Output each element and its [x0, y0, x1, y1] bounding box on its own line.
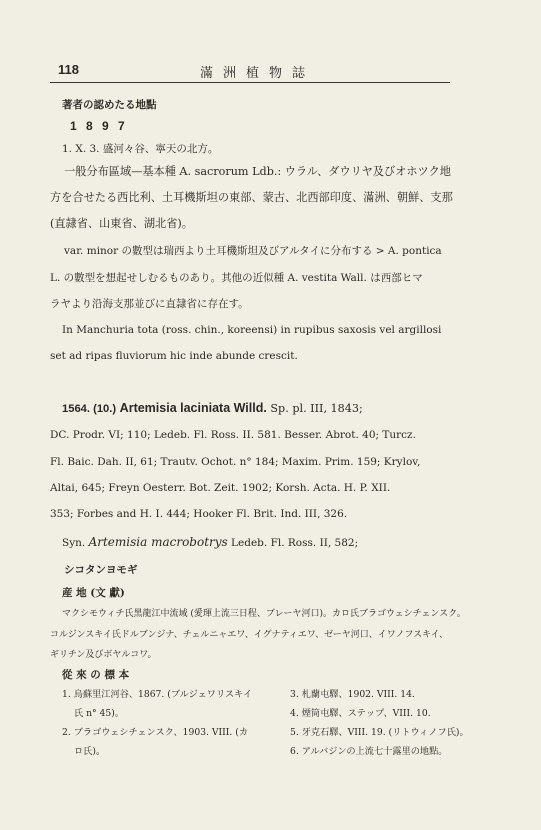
specimen-number: 6.	[290, 746, 299, 757]
species-line-5: 353; Forbes and H. I. 444; Hooker Fl. Brit. Ind. III, 326.	[50, 508, 348, 520]
distribution-line-1: 一般分布區域—基本種 A. sacrorum Ldb.: ウラル、ダウリヤ及びオホツク地	[64, 165, 451, 178]
specimen-text: アルバジンの上流七十露里の地點。	[301, 746, 448, 757]
species-citation: Sp. pl. III, 1843;	[270, 402, 363, 415]
locality-line-2: コルジンスキイ氏ドルブンジナ、チェルニャエワ、イグナティエワ、ゼーヤ河口、イワノフスキイ、	[50, 630, 448, 640]
species-line-4: Altai, 645; Freyn Oesterr. Bot. Zeit. 1902; Korsh. Acta. H. P. XII.	[50, 482, 391, 494]
specimen-text: 札蘭屯驛、1902. VIII. 14.	[301, 689, 415, 700]
specimen-left-1	[62, 686, 252, 700]
specimen-right-5	[290, 724, 469, 738]
locality-line-3: ギリチン及びボヤルコワ。	[50, 650, 157, 660]
record-entry: 1. X. 3. 盛河々谷、寧天の北方。	[62, 143, 219, 155]
specimen-left-2-cont	[74, 743, 105, 757]
synonym-citation: Ledeb. Fl. Ross. II, 582;	[231, 537, 359, 549]
specimen-text: 牙克石驛、VIII. 19. (リトウィノフ氏)。	[301, 727, 469, 738]
latin-line-1: In Manchuria tota (ross. chin., koreensi) in rupibus saxosis vel argillosi	[62, 324, 442, 336]
specimen-right-6	[290, 743, 447, 757]
specimen-text: 氏 n° 45)。	[74, 708, 125, 719]
section-heading: 著者の認めたる地點	[62, 99, 157, 111]
locality-line-1: マクシモウィチ氏黑龍江中流域 (愛琿上流三日程、ブレーヤ河口)。カロ氏ブラゴウェシチェンスク。	[62, 609, 466, 619]
species-line-3: Fl. Baic. Dah. II, 61; Trautv. Ochot. n° 184; Maxim. Prim. 159; Krylov,	[50, 456, 421, 468]
specimen-number: 5.	[290, 727, 299, 738]
specimens-heading: 從 來 の 標 本	[62, 669, 130, 681]
page-header	[50, 62, 450, 82]
synonym-line	[62, 535, 358, 549]
running-title: 滿洲植物誌	[200, 66, 316, 81]
specimen-left-2	[62, 724, 248, 738]
specimen-text: 烏蘇里江河谷、1867. (ブルジェワリスキイ	[73, 689, 253, 700]
distribution-line-2: 方を合せたる西比利、土耳機斯坦の東部、蒙古、北西部印度、滿洲、朝鮮、支那	[50, 191, 453, 204]
synonym-name: Artemisia macrobotrys	[88, 535, 228, 549]
variety-line-3: ラヤより沿海支那並びに直隷省に存在す。	[50, 298, 249, 310]
species-line-2: DC. Prodr. VI; 110; Ledeb. Fl. Ross. II. 581. Besser. Abrot. 40; Turcz.	[50, 429, 416, 441]
locality-heading: 産 地 (文 獻)	[62, 587, 125, 599]
japanese-name: シコタンヨモギ	[64, 564, 138, 576]
variety-line-1: var. minor の數型は瑞西より土耳機斯坦及びアルタイに分布する > A. pontica	[64, 245, 442, 257]
specimen-text: ロ氏)。	[74, 746, 106, 757]
variety-line-2: L. の數型を想起せしむるものあり。其他の近似種 A. vestita Wall. は西部ヒマ	[50, 272, 423, 284]
specimen-left-1-cont	[74, 705, 124, 719]
species-name: Artemisia laciniata Willd.	[119, 401, 267, 415]
specimen-number: 1.	[62, 689, 71, 700]
specimen-text: ブラゴウェシチェンスク、1903. VIII. (カ	[73, 727, 249, 738]
specimen-number: 3.	[290, 689, 299, 700]
specimen-text: 煙筒屯驛、ステップ、VIII. 10.	[301, 708, 431, 719]
species-number: 1564. (10.)	[62, 403, 117, 415]
specimen-right-4	[290, 705, 431, 719]
specimen-number: 4.	[290, 708, 299, 719]
species-line-1	[62, 401, 363, 415]
header-rule	[50, 82, 450, 83]
specimen-right-3	[290, 686, 415, 700]
synonym-label: Syn.	[62, 537, 86, 549]
record-year: 1 8 9 7	[70, 119, 128, 133]
specimen-number: 2.	[62, 727, 71, 738]
distribution-line-3: (直隷省、山東省、湖北省)。	[50, 217, 193, 230]
page-number: 118	[58, 62, 79, 77]
latin-line-2: set ad ripas fluviorum hic inde abunde crescit.	[50, 350, 298, 362]
